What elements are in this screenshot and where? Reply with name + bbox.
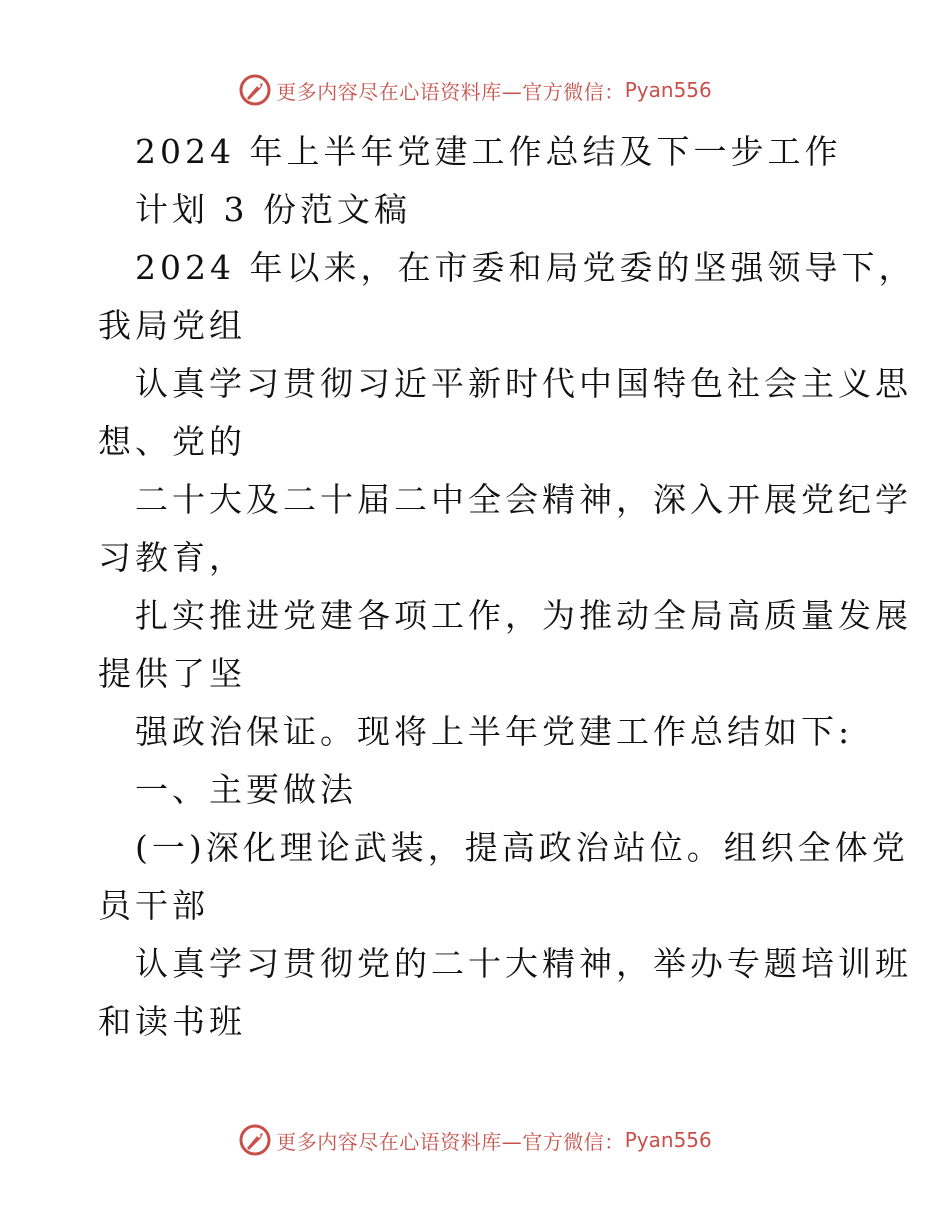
header-wechat-id: Pyan556 [624, 78, 712, 102]
header-banner [0, 70, 950, 110]
paragraph-line: 我局党组 [98, 306, 246, 345]
pen-nib-logo-icon [238, 73, 272, 107]
paragraph-line: 和读书班 [98, 1002, 246, 1041]
paragraph-line: 想、党的 [98, 422, 246, 461]
header-text: 更多内容尽在心语资料库—官方微信： [276, 79, 625, 104]
footer-wechat-id: Pyan556 [624, 1128, 712, 1152]
pen-nib-logo-icon [238, 1123, 272, 1157]
section-heading: 一、主要做法 [135, 770, 357, 809]
footer-banner [0, 1120, 950, 1160]
paragraph-line: 员干部 [98, 886, 209, 925]
title-line-1: 2024 年上半年党建工作总结及下一步工作 [135, 132, 842, 171]
footer-text: 更多内容尽在心语资料库—官方微信： [276, 1129, 625, 1154]
paragraph-line: 认真学习贯彻党的二十大精神，举办专题培训班 [135, 944, 912, 983]
paragraph-line: 二十大及二十届二中全会精神，深入开展党纪学 [135, 480, 912, 519]
subsection-heading: (一)深化理论武装，提高政治站位。组织全体党 [135, 828, 909, 867]
title-line-2: 计划 3 份范文稿 [135, 190, 411, 229]
paragraph-line: 认真学习贯彻习近平新时代中国特色社会主义思 [135, 364, 912, 403]
paragraph-line: 2024 年以来，在市委和局党委的坚强领导下， [135, 248, 916, 287]
paragraph-line: 提供了坚 [98, 654, 246, 693]
paragraph-line: 扎实推进党建各项工作，为推动全局高质量发展 [135, 596, 912, 635]
paragraph-line: 习教育， [98, 538, 246, 577]
paragraph-line: 强政治保证。现将上半年党建工作总结如下: [135, 712, 854, 751]
